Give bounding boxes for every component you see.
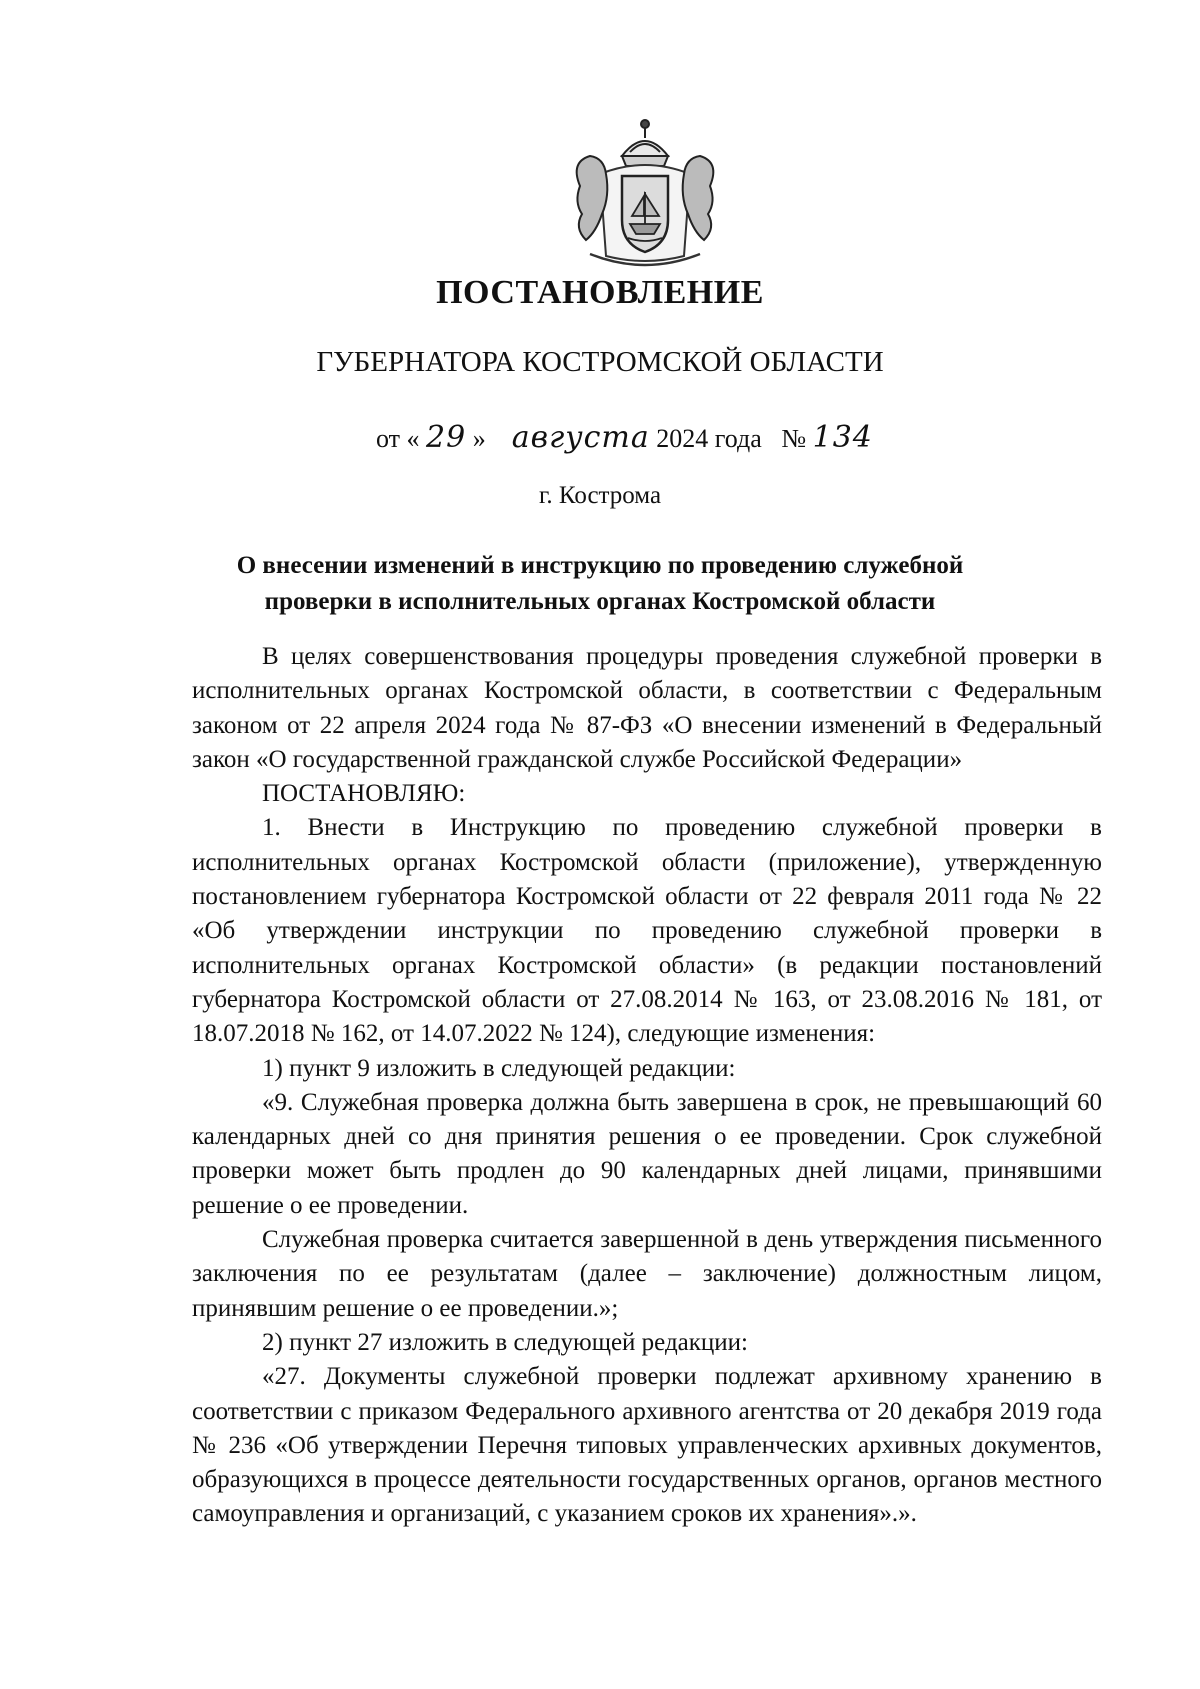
- heading-line-1: О внесении изменений в инструкцию по проведению служебной: [236, 552, 964, 579]
- paragraph-clause-9-cont: Служебная проверка считается завершенной в день утверждения письменного заключения по ее результатам (далее – заключение) должностным лицом, принявшим решение о ее проведении.»;: [192, 1226, 1102, 1322]
- paragraph-subitem-2: 2) пункт 27 изложить в следующей редакции:: [262, 1328, 748, 1356]
- date-year: 2024 года: [656, 424, 762, 453]
- document-heading: [150, 548, 1050, 620]
- date-mid: »: [472, 424, 486, 453]
- paragraph-subitem-1: 1) пункт 9 изложить в следующей редакции:: [262, 1054, 736, 1082]
- heading-line-2: проверки в исполнительных органах Костромской области: [264, 588, 936, 615]
- document-number: 134: [812, 420, 873, 455]
- document-title: ПОСТАНОВЛЕНИЕ: [436, 274, 764, 311]
- coat-of-arms-icon: [560, 116, 730, 272]
- paragraph-clause-9: «9. Служебная проверка должна быть завершена в срок, не превышающий 60 календарных дней со дня принятия решения о ее проведении. Срок служебной проверки может быть продлен до 90 календарных дней лицами, принявшими решение о ее проведении.: [192, 1088, 1102, 1219]
- paragraph-item-1: 1. Внести в Инструкцию по проведению служебной проверки в исполнительных органах Костромской области (приложение), утвержденную постановлением губернатора Костромской области от 22 февраля 2011 года № 22 «Об утверждении инструкции по проведению служебной проверки в исполнительных органах Костромской области» (в редакции постановлений губернатора Костромской области от 27.08.2014 № 163, от 23.08.2016 № 181, от 18.07.2018 № 162, от 14.07.2022 № 124), следующие изменения:: [192, 814, 1102, 1048]
- document-body: [192, 640, 1102, 1532]
- paragraph-clause-27: «27. Документы служебной проверки подлежат архивному хранению в соответствии с приказом Федерального архивного агентства от 20 декабря 2019 года № 236 «Об утверждении Перечня типовых управленческих архивных документов, образующихся в процессе деятельности государственных органов, органов местного самоуправления и организаций, с указанием сроков их хранения».».: [192, 1363, 1102, 1528]
- date-month: августа: [511, 420, 650, 455]
- number-sign: №: [781, 424, 807, 453]
- date-prefix: от «: [376, 424, 420, 453]
- issuer-subtitle: ГУБЕРНАТОРА КОСТРОМСКОЙ ОБЛАСТИ: [316, 346, 884, 378]
- date-line: [376, 420, 873, 455]
- date-day: 29: [426, 420, 467, 455]
- paragraph-resolve: ПОСТАНОВЛЯЮ:: [262, 780, 466, 808]
- paragraph-preamble: В целях совершенствования процедуры проведения служебной проверки в исполнительных органах Костромской области, в соответствии с Федеральным законом от 22 апреля 2024 года № 87-ФЗ «О внесении изменений в Федеральный закон «О государственной гражданской службе Российской Федерации»: [192, 643, 1102, 773]
- city-label: г. Кострома: [538, 482, 662, 509]
